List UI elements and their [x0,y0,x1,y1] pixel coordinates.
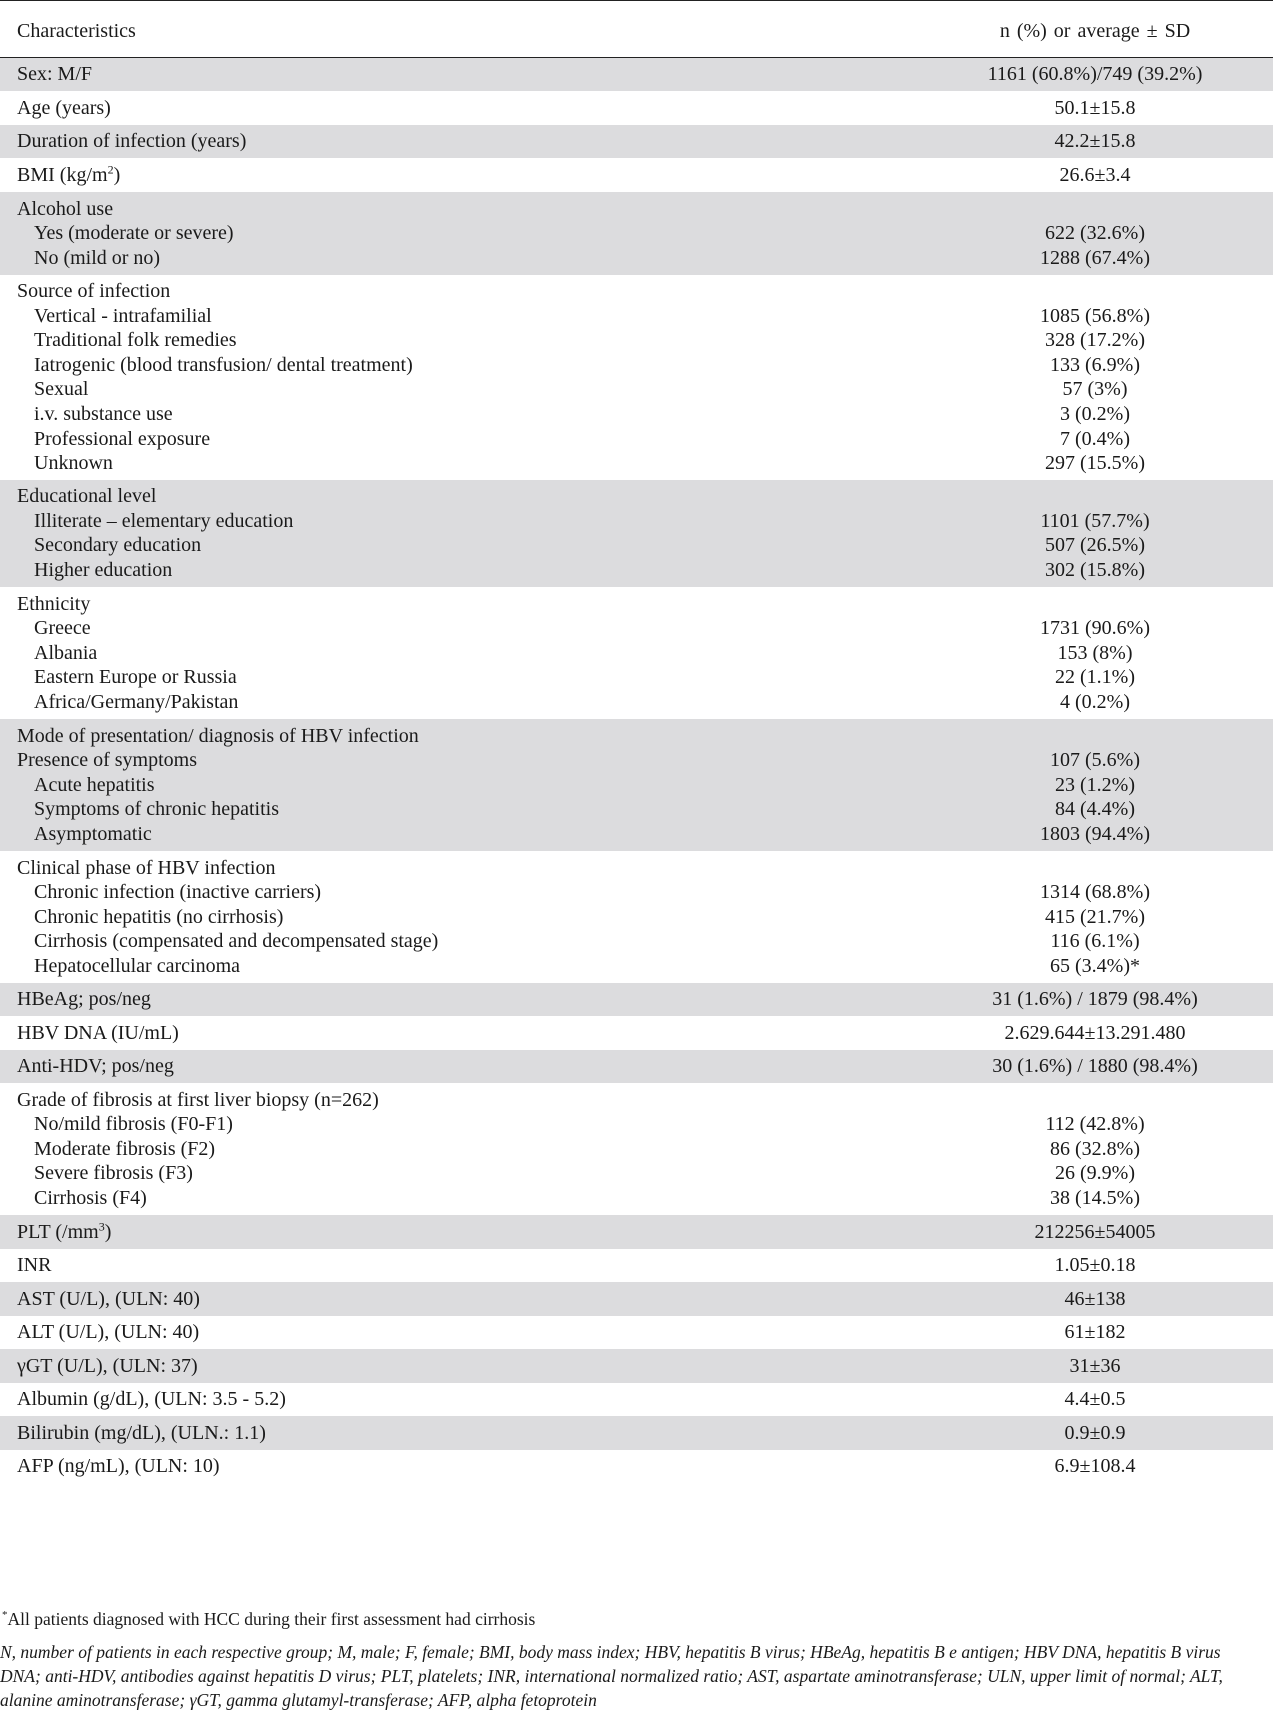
row-value: 153 (8%) [1057,641,1133,664]
table-row [0,1161,1273,1186]
table-row [0,822,1273,847]
row-label [17,1215,111,1249]
row-label-text: Mode of presentation/ diagnosis of HBV infection [17,724,419,747]
row-label [34,665,237,690]
row-value: 2.629.644±13.291.480 [1004,1022,1186,1044]
row-label [34,905,283,930]
row-label [34,1186,147,1211]
row-label-text: Sexual [34,378,89,401]
row-value: 7 (0.4%) [1060,427,1130,450]
table-row [0,91,1273,125]
row-value: 1101 (57.7%) [1040,509,1150,532]
row-value: 1288 (67.4%) [1040,246,1150,269]
row-value: 26 (9.9%) [1055,1162,1135,1185]
table-row [0,1137,1273,1162]
header-characteristics: Characteristics [17,20,136,42]
row-label [17,748,197,773]
row-label-text: Professional exposure [34,427,211,450]
table-row [0,509,1273,534]
row-label [17,1450,220,1483]
table-row [0,304,1273,329]
row-value: 112 (42.8%) [1045,1113,1145,1136]
row-value: 42.2±15.8 [1054,130,1136,152]
row-label-text: Secondary education [34,534,202,557]
row-label [17,983,151,1016]
row-label-text: AFP (ng/mL), (ULN: 10) [17,1455,220,1477]
table-row [0,773,1273,798]
row-value: 133 (6.9%) [1050,353,1140,376]
table-row [0,451,1273,476]
row-label [34,641,97,666]
row-value: 1.05±0.18 [1054,1254,1136,1276]
row-label-text: HBeAg; pos/neg [17,988,151,1010]
row-label [34,822,152,847]
table-row [0,880,1273,905]
row-label-text: Presence of symptoms [17,749,197,772]
row-label-text: Albania [34,641,98,664]
row-value: 415 (21.7%) [1045,905,1145,928]
table-row [0,279,1273,304]
row-label [34,616,91,641]
row-label-text: Duration of infection (years) [17,130,247,152]
row-label [17,279,170,304]
row-value: 1803 (94.4%) [1040,822,1150,845]
row-value: 26.6±3.4 [1059,164,1131,186]
row-label-text: Anti-HDV; pos/neg [17,1055,174,1077]
table-row [0,1016,1273,1050]
table-row-group [0,275,1273,480]
row-value: 57 (3%) [1062,378,1128,401]
row-label [34,509,293,534]
row-value: 622 (32.6%) [1045,222,1145,245]
row-label-text: AST (U/L), (ULN: 40) [17,1288,200,1310]
row-label [17,197,113,222]
table-row [0,427,1273,452]
table-row [0,616,1273,641]
row-label-text: No (mild or no) [34,246,161,269]
table-row-group [0,1016,1273,1050]
row-label-text: Traditional folk remedies [34,329,237,352]
table-row-group [0,192,1273,275]
row-label [34,558,172,583]
row-label-text: BMI (kg/m [17,164,108,186]
row-label-text: Illiterate – elementary education [34,509,294,532]
row-label-text: Eastern Europe or Russia [34,666,237,689]
table-row-group [0,91,1273,125]
footnote-marker: * [2,1609,8,1622]
row-value: 1314 (68.8%) [1040,881,1150,904]
table-row [0,983,1273,1016]
row-label [34,929,438,954]
row-label [34,533,201,558]
row-label-text: Educational level [17,485,157,508]
row-value: 46±138 [1064,1288,1126,1310]
row-label [17,158,120,192]
row-label-text: Higher education [34,559,173,582]
row-label [17,1316,199,1349]
table-row-group [0,1083,1273,1215]
row-label [34,377,88,402]
row-label [17,1416,266,1450]
table-row [0,592,1273,617]
row-label [17,1383,286,1416]
row-value: 50.1±15.8 [1054,97,1136,119]
table-row [0,748,1273,773]
row-value: 302 (15.8%) [1045,559,1145,582]
table-row [0,1050,1273,1083]
row-label [34,690,238,715]
row-label [17,91,111,125]
table-row [0,558,1273,583]
table-row [0,929,1273,954]
table-row [0,246,1273,271]
row-label-text: Unknown [34,452,113,475]
row-label-text: Chronic infection (inactive carriers) [34,881,322,904]
footnote-hcc-text: All patients diagnosed with HCC during their first assessment had cirrhosis [7,1609,536,1629]
row-label-text: Cirrhosis (F4) [34,1186,147,1209]
table-row [0,1416,1273,1450]
row-value: 507 (26.5%) [1045,534,1145,557]
table-row [0,954,1273,979]
row-label-text: Sex: M/F [17,63,93,85]
row-label-text: Vertical - intrafamilial [34,304,212,327]
table-row [0,484,1273,509]
table-row [0,856,1273,881]
row-label-text: Africa/Germany/Pakistan [34,690,239,713]
table-row-group [0,1215,1273,1249]
table-row [0,1316,1273,1349]
row-label [17,1088,379,1113]
row-label [34,427,210,452]
table-row-group [0,1282,1273,1316]
row-label [17,484,156,509]
table-row-group [0,983,1273,1016]
row-label [34,773,155,798]
row-label-text: Grade of fibrosis at first liver biopsy (n=262) [17,1088,379,1111]
row-label-end: ) [104,1221,112,1243]
row-label [17,1050,174,1083]
row-value: 23 (1.2%) [1055,773,1135,796]
row-label [34,1137,215,1162]
row-label [34,221,234,246]
row-value: 0.9±0.9 [1064,1422,1126,1444]
table-row [0,1088,1273,1113]
table-row [0,665,1273,690]
row-label [34,451,113,476]
table-row [0,1282,1273,1316]
row-label [34,880,321,905]
row-value: 116 (6.1%) [1050,930,1140,953]
row-value: 212256±54005 [1034,1221,1156,1243]
table-row-group [0,587,1273,719]
row-label-text: Hepatocellular carcinoma [34,954,240,977]
row-label [34,1161,193,1186]
row-label [34,328,237,353]
table-row-group [0,1249,1273,1282]
row-value: 297 (15.5%) [1045,452,1145,475]
table-row [0,377,1273,402]
row-value: 84 (4.4%) [1055,798,1135,821]
table-row [0,905,1273,930]
row-label [17,58,92,91]
table-row [0,1249,1273,1282]
row-value: 1085 (56.8%) [1040,304,1150,327]
table-row-group [0,851,1273,983]
footnote-hcc [2,1609,535,1630]
table-row-group [0,1450,1273,1483]
row-label-text: Asymptomatic [34,822,152,845]
row-value: 65 (3.4%)* [1050,954,1140,977]
table-row-group [0,58,1273,91]
row-value: 6.9±108.4 [1054,1455,1136,1477]
row-label [17,1282,200,1316]
row-label-text: Age (years) [17,97,111,119]
row-label-text: Cirrhosis (compensated and decompensated stage) [34,930,439,953]
row-value: 4.4±0.5 [1064,1388,1126,1410]
row-label [34,402,173,427]
table-row-group [0,1050,1273,1083]
row-label-text: Moderate fibrosis (F2) [34,1137,216,1160]
row-label [34,304,212,329]
row-value: 61±182 [1064,1321,1126,1343]
row-label-text: γGT (U/L), (ULN: 37) [17,1355,198,1377]
table-row-group [0,1316,1273,1349]
row-value: 86 (32.8%) [1050,1137,1140,1160]
table-row-group [0,158,1273,192]
row-label [34,1112,233,1137]
table-row-group [0,719,1273,851]
row-label-text: INR [17,1254,52,1276]
table-row [0,353,1273,378]
table-header [0,0,1273,58]
row-label-text: Yes (moderate or severe) [34,222,234,245]
footnote-abbreviations: N, number of patients in each respective group; M, male; F, female; BMI, body mass index; HBV, hepatitis B virus; HBeAg, hepatitis B e antigen; HBV DNA, hepatitis B virus DNA; anti-HDV, antibodies against hepatitis D virus; PLT, platelets; INR, international normalized ratio; AST, aspartate aminotransferase; ULN, upper limit of normal; ALT, alanine aminotransferase; γGT, gamma glutamyl-transferase; AFP, alpha fetoprotein [0,1642,1223,1710]
row-value: 1731 (90.6%) [1040,617,1150,640]
row-label-text: Ethnicity [17,592,91,615]
row-label [34,353,413,378]
row-label-text: Iatrogenic (blood transfusion/ dental treatment) [34,353,413,376]
row-label-text: Symptoms of chronic hepatitis [34,798,279,821]
row-value: 107 (5.6%) [1050,749,1140,772]
row-label [17,125,246,158]
table-row [0,328,1273,353]
row-label [34,797,279,822]
table-row [0,1112,1273,1137]
row-label-text: ALT (U/L), (ULN: 40) [17,1321,200,1343]
table-row-group [0,1416,1273,1450]
row-label-text: HBV DNA (IU/mL) [17,1022,179,1044]
row-label-text: Greece [34,617,91,640]
table-row [0,797,1273,822]
table-row [0,1450,1273,1483]
table-body [0,58,1273,1483]
row-label [17,1249,51,1282]
table-row [0,690,1273,715]
row-label-text: Source of infection [17,280,171,303]
row-value: 38 (14.5%) [1050,1186,1140,1209]
table-row-group [0,1349,1273,1383]
row-label-text: Clinical phase of HBV infection [17,856,276,879]
row-label-text: PLT (/mm [17,1221,99,1243]
table-row [0,58,1273,91]
row-label [34,246,160,271]
table-row [0,533,1273,558]
row-label-text: Severe fibrosis (F3) [34,1162,193,1185]
table-row [0,1349,1273,1383]
table-row [0,1186,1273,1211]
row-value: 31 (1.6%) / 1879 (98.4%) [992,988,1198,1010]
table-row [0,1215,1273,1249]
table-row [0,724,1273,749]
header-values: n (%) or average ± SD [999,20,1191,42]
row-label-text: Acute hepatitis [34,773,155,796]
row-label-superscript: 3 [98,1219,105,1234]
row-label-text: No/mild fibrosis (F0-F1) [34,1113,233,1136]
row-label [17,724,419,749]
table-row-group [0,125,1273,158]
row-value: 4 (0.2%) [1060,690,1130,713]
row-label-text: i.v. substance use [34,403,173,426]
row-label [34,954,240,979]
table-row [0,641,1273,666]
row-label-superscript: 2 [107,162,114,177]
table-row [0,402,1273,427]
row-label-text: Albumin (g/dL), (ULN: 3.5 - 5.2) [17,1388,286,1410]
table-row [0,158,1273,192]
row-label-text: Chronic hepatitis (no cirrhosis) [34,905,284,928]
row-label [17,592,90,617]
table-row-group [0,1383,1273,1416]
table-row [0,221,1273,246]
table-row [0,197,1273,222]
row-value: 22 (1.1%) [1055,666,1135,689]
table-row [0,1383,1273,1416]
row-value: 3 (0.2%) [1060,403,1130,426]
table-row [0,125,1273,158]
row-label-end: ) [113,164,121,186]
row-label [17,856,275,881]
table-row-group [0,480,1273,587]
row-label [17,1016,179,1050]
row-label [17,1349,198,1383]
row-value: 31±36 [1069,1355,1121,1377]
row-value: 328 (17.2%) [1045,329,1145,352]
row-label-text: Bilirubin (mg/dL), (ULN.: 1.1) [17,1422,266,1444]
row-value: 1161 (60.8%)/749 (39.2%) [987,63,1203,85]
row-label-text: Alcohol use [17,197,114,220]
row-value: 30 (1.6%) / 1880 (98.4%) [992,1055,1198,1077]
